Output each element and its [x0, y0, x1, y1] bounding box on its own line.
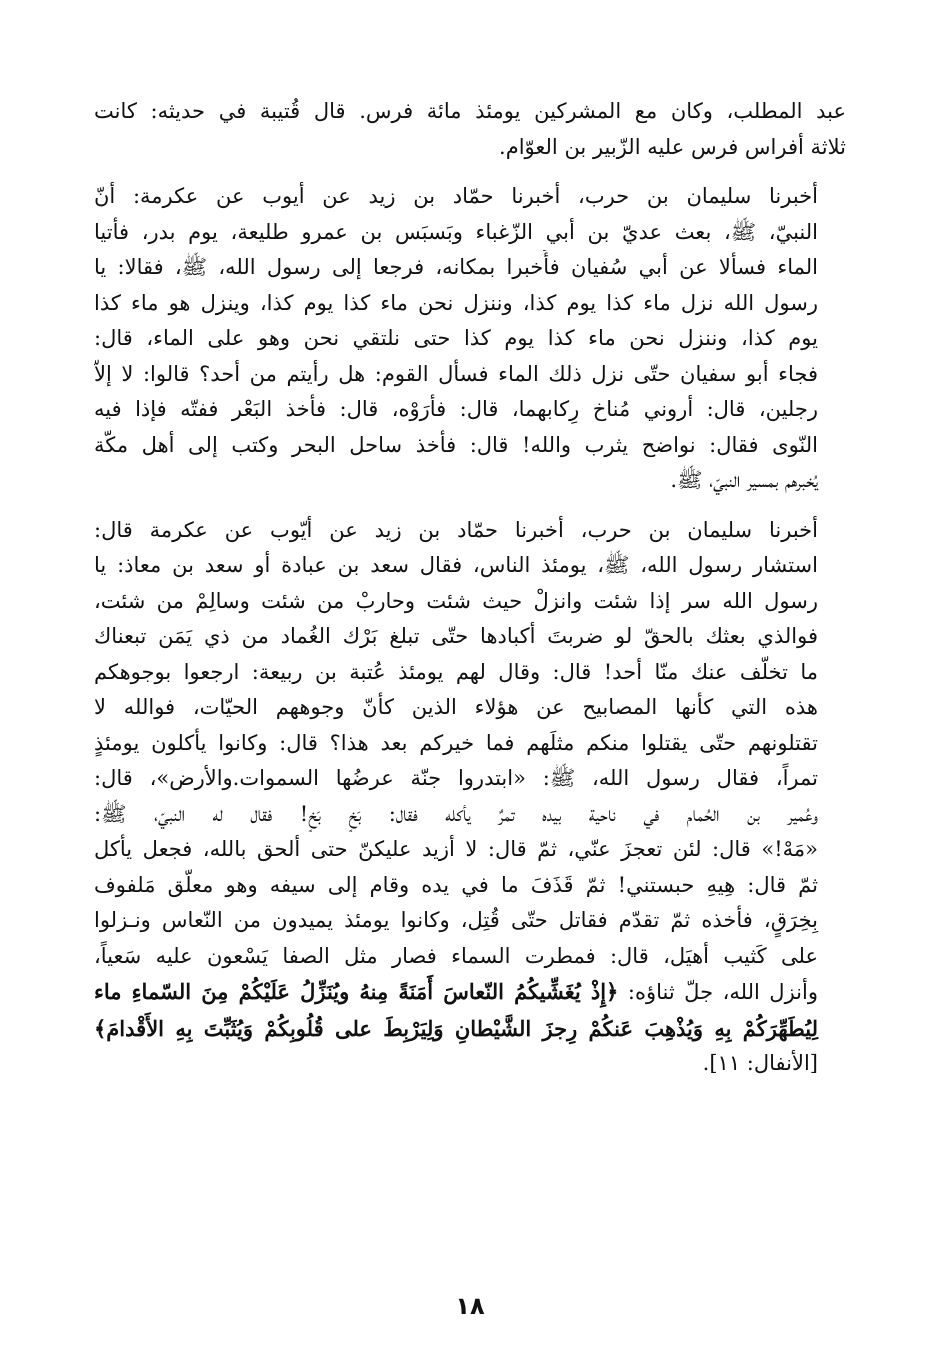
- text-line: الماء فسألا عن أبي سُفيان فأُخبرا بمكانه، فرجعا إلى رسول الله، ﷺ، فقالا: يا: [94, 255, 819, 279]
- text-line: يُخبرهم بمسير النبيّ، ﷺ.: [670, 468, 818, 492]
- text-line: أخبرنا سليمان بن حرب، أخبرنا حمّاد بن زيد عن أيوب عن عكرمة: أنّ: [94, 184, 818, 208]
- text-line: رجلين، قال: أروني مُناخ رِكابهما، قال: فأرَوْه، قال: فأخذ البَعْر ففتّه فإذا فيه: [94, 397, 818, 421]
- text-line: ثلاثة أفراس فرس عليه الزّبير بن العوّام.: [499, 134, 846, 159]
- quran-reference: [الأنفال: ١١].: [702, 1051, 818, 1075]
- text-line: أخبرنا سليمان بن حرب، أخبرنا حمّاد بن زيد عن أيّوب عن عكرمة قال:: [94, 517, 818, 542]
- page-number: ١٨: [455, 1292, 485, 1320]
- book-page: [94, 94, 846, 1324]
- text-line: عبد المطلب، وكان مع المشركين يومئذ مائة فرس. قال قُتيبة في حديثه: كانت: [94, 99, 846, 123]
- text-line: فجاء أبو سفيان حتّى نزل ذلك الماء فسأل القوم: هل رأيتم من أحد؟ قالوا: لا إلاّ: [94, 361, 818, 386]
- text-line: فوالذي بعثك بالحقّ لو ضربتَ أكبادها حتّى تبلغ بَرْك الغُماد من ذي يَمَن تبعناك: [94, 624, 818, 648]
- text-line: النبيّ، ﷺ، بعث عديّ بن أبي الزّغباء وبَسبَس بن عمرو طليعة، يوم بدر، فأتيا: [94, 219, 818, 244]
- text-line: النّوى فقال: نواضح يثرب والله! قال: فأخذ ساحل البحر وكتب إلى أهل مكّة: [94, 432, 818, 457]
- quran-verse: ﴿إِذْ يُغَشِّيكُمُ النّعاسَ أَمَنَةً مِنهُ ويُنَزِّلُ عَلَيْكُمْ مِنَ السّماءِ ماء: [94, 979, 619, 1004]
- text-line: استشار رسول الله، ﷺ، يومئذ الناس، فقال سعد بن عبادة أو سعد بن معاذ: يا: [94, 553, 818, 577]
- text-line: رسول الله نزل ماء كذا يوم كذا، وننزل نحن ماء كذا يوم كذا، وينزل هو ماء كذا: [94, 290, 818, 315]
- text-line: وعُمير بن الحُمام في ناحية بيده تمرٌ يأكله فقال: بَخٍ بَخٍ! فقال له النبيّ، ﷺ:: [94, 801, 818, 826]
- text-line: ثمّ قال: هِيهِ حبستني! ثمّ قَذَفَ ما في يده وقام إلى سيفه وهو معلّق مَلفوف: [94, 872, 818, 897]
- paragraph-1: [94, 94, 846, 165]
- text-line: تمراً، فقال رسول الله، ﷺ: «ابتدروا جنّة عرضُها السموات.والأرض»، قال:: [94, 766, 818, 790]
- text-segment: وأنزل الله، جلّ ثناؤه:: [627, 980, 818, 1004]
- paragraph-2: [94, 179, 846, 499]
- text-line: على كَثيب أهيَل، قال: فمطرت السماء فصار مثل الصفا يَسْعون عليه سَعياً،: [94, 943, 818, 968]
- paragraph-3: [94, 513, 846, 1082]
- text-line: ما تخلّف عنك منّا أحد! قال: وقال لهم يومئذ عُتبة بن ربيعة: ارجعوا بوجوهكم: [94, 659, 818, 684]
- text-line-with-quran: [94, 974, 846, 1011]
- text-line: بِخِرَقٍ، فأخذه ثمّ تقدّم فقاتل حتّى قُتِل، وكانوا يومئذ يميدون من النّعاس ونـزلوا: [94, 908, 818, 932]
- text-line: هذه التي كأنها المصابيح عن هؤلاء الذين كأنّ وجوههم الحيّات، فوالله لا: [94, 695, 818, 719]
- text-line: تقتلونهم حتّى يقتلوا منكم مثلَهم فما خيركم بعد هذا؟ قال: وكانوا يأكلون يومئذٍ: [94, 730, 818, 755]
- text-line: يوم كذا، وننزل نحن ماء كذا يوم كذا حتى نلتقي نحن وهو على الماء، قال:: [94, 326, 818, 350]
- quran-verse-line: لِيُطَهِّرَكُمْ بِهِ وَيُذْهِبَ عَنكُمْ رِجزَ الشَّيْطانِ وَلِيَرْبِطَ على قُلُوبِكُمْ وَيُثَبِّتَ بِهِ الأَقْدامَ﴾: [94, 1015, 818, 1041]
- text-line: رسول الله سر إذا شئت وانزلْ حيث شئت وحاربْ من شئت وسالِمْ من شئت،: [94, 588, 818, 613]
- text-line: «مَهْ!» قال: لئن تعجزَ عنّي، ثمّ قال: لا أزيد عليكنّ حتى ألحق بالله، فجعل يأكل: [94, 837, 818, 861]
